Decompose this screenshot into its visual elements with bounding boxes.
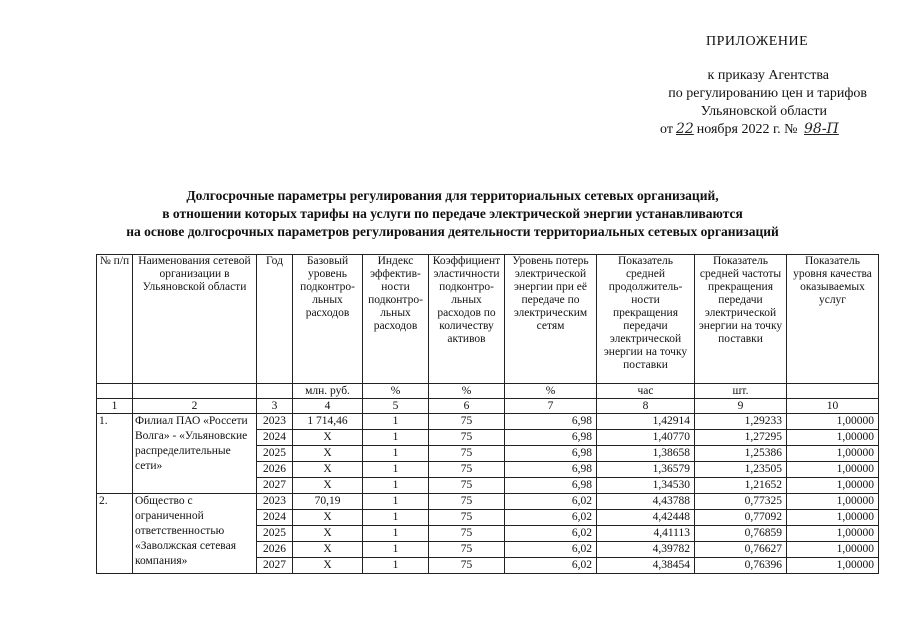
- col-number: 1: [97, 399, 133, 414]
- table-cell: 1,34530: [597, 478, 695, 494]
- unit-cell: [133, 384, 257, 399]
- header-cell: Показатель средней продолжитель-ности прекращения передачи электрической энергии на точку поставки: [597, 255, 695, 384]
- table-cell: 6,02: [505, 526, 597, 542]
- col-number: 8: [597, 399, 695, 414]
- table-cell: 2025: [257, 526, 293, 542]
- table-cell: 2024: [257, 510, 293, 526]
- appendix-title: ПРИЛОЖЕНИЕ: [706, 34, 809, 49]
- table-cell: X: [293, 478, 363, 494]
- table-cell: 1,42914: [597, 414, 695, 430]
- header-cell: Уровень потерь электрической энергии при её передаче по электрическим сетям: [505, 255, 597, 384]
- date-rest: ноября 2022 г. №: [696, 122, 798, 137]
- date-day-handwritten: 22: [675, 121, 694, 137]
- parameters-table: [96, 254, 879, 574]
- table-cell: 1,00000: [787, 414, 879, 430]
- table-cell: X: [293, 462, 363, 478]
- unit-cell: шт.: [695, 384, 787, 399]
- table-cell: 70,19: [293, 494, 363, 510]
- col-number: 3: [257, 399, 293, 414]
- table-cell: 4,39782: [597, 542, 695, 558]
- org-number: 1.: [97, 414, 133, 494]
- table-cell: 1: [363, 558, 429, 574]
- table-cell: 6,02: [505, 510, 597, 526]
- table-cell: X: [293, 510, 363, 526]
- table-cell: 6,98: [505, 462, 597, 478]
- header-cell: Индекс эффектив-ности подконтро-льных расходов: [363, 255, 429, 384]
- org-name: Филиал ПАО «Россети Волга» - «Ульяновские распределительные сети»: [133, 414, 257, 494]
- table-row: [97, 494, 879, 510]
- unit-cell: [257, 384, 293, 399]
- table-cell: 75: [429, 558, 505, 574]
- table-body: [97, 414, 879, 574]
- col-number: 4: [293, 399, 363, 414]
- table-cell: 2023: [257, 494, 293, 510]
- unit-cell: [97, 384, 133, 399]
- table-cell: 1: [363, 510, 429, 526]
- table-cell: 6,98: [505, 446, 597, 462]
- header-cell: Год: [257, 255, 293, 384]
- table-cell: 1: [363, 462, 429, 478]
- col-number: 6: [429, 399, 505, 414]
- order-number-handwritten: 98-П: [804, 121, 839, 137]
- table-cell: 75: [429, 414, 505, 430]
- table-cell: X: [293, 526, 363, 542]
- table-cell: 1 714,46: [293, 414, 363, 430]
- header-row: [97, 255, 879, 384]
- col-number: 5: [363, 399, 429, 414]
- table-cell: 1: [363, 542, 429, 558]
- table-cell: 1,23505: [695, 462, 787, 478]
- unit-cell: млн. руб.: [293, 384, 363, 399]
- table-cell: 2027: [257, 478, 293, 494]
- table-cell: 1: [363, 430, 429, 446]
- appendix-line-order: к приказу Агентства: [707, 68, 829, 83]
- header-cell: Коэффициент эластичности подконтро-льных расходов по количеству активов: [429, 255, 505, 384]
- table-cell: 0,76627: [695, 542, 787, 558]
- table-cell: 1,40770: [597, 430, 695, 446]
- table-cell: 6,98: [505, 430, 597, 446]
- table-cell: 1,00000: [787, 510, 879, 526]
- col-number: 10: [787, 399, 879, 414]
- header-cell: № п/п: [97, 255, 133, 384]
- table-cell: 1: [363, 494, 429, 510]
- table-cell: 75: [429, 494, 505, 510]
- unit-cell: %: [363, 384, 429, 399]
- table-cell: 1,00000: [787, 542, 879, 558]
- table-cell: 0,77092: [695, 510, 787, 526]
- table-cell: 4,38454: [597, 558, 695, 574]
- table-cell: 1,00000: [787, 558, 879, 574]
- header-cell: Показатель уровня качества оказываемых услуг: [787, 255, 879, 384]
- table-cell: 75: [429, 478, 505, 494]
- org-name: Общество с ограниченной ответственностью «Заволжская сетевая компания»: [133, 494, 257, 574]
- unit-cell: %: [429, 384, 505, 399]
- table-cell: X: [293, 430, 363, 446]
- table-cell: 6,98: [505, 478, 597, 494]
- table-cell: X: [293, 446, 363, 462]
- title-line-3: на основе долгосрочных параметров регулирования деятельности территориальных сетевых организаций: [126, 224, 779, 239]
- table-cell: 2027: [257, 558, 293, 574]
- table-cell: 75: [429, 462, 505, 478]
- table-cell: 2026: [257, 542, 293, 558]
- date-prefix: от: [660, 122, 673, 137]
- table-cell: 1,00000: [787, 478, 879, 494]
- table-cell: 0,76859: [695, 526, 787, 542]
- header-cell: Базовый уровень подконтро-льных расходов: [293, 255, 363, 384]
- table-cell: 1,21652: [695, 478, 787, 494]
- table-cell: 1,00000: [787, 446, 879, 462]
- table-cell: 1,00000: [787, 494, 879, 510]
- table-cell: X: [293, 542, 363, 558]
- table-cell: 6,98: [505, 414, 597, 430]
- table-cell: 1,29233: [695, 414, 787, 430]
- table-cell: 75: [429, 430, 505, 446]
- document-title: [0, 187, 905, 241]
- table-cell: 1,27295: [695, 430, 787, 446]
- unit-cell: %: [505, 384, 597, 399]
- table-cell: 6,02: [505, 542, 597, 558]
- table-cell: 1: [363, 478, 429, 494]
- table-cell: 4,43788: [597, 494, 695, 510]
- table-cell: 1,25386: [695, 446, 787, 462]
- table-cell: 0,76396: [695, 558, 787, 574]
- table-cell: 2026: [257, 462, 293, 478]
- appendix-line-date: [660, 121, 842, 138]
- column-numbers-row: [97, 399, 879, 414]
- appendix-line-region: Ульяновской области: [700, 104, 827, 119]
- table-cell: 6,02: [505, 494, 597, 510]
- table-cell: 75: [429, 510, 505, 526]
- table-cell: 0,77325: [695, 494, 787, 510]
- units-row: [97, 384, 879, 399]
- unit-cell: час: [597, 384, 695, 399]
- table-cell: 4,42448: [597, 510, 695, 526]
- table-cell: 1: [363, 446, 429, 462]
- title-line-2: в отношении которых тарифы на услуги по передаче электрической энергии устанавливаются: [162, 206, 743, 221]
- table-cell: 1: [363, 414, 429, 430]
- org-number: 2.: [97, 494, 133, 574]
- col-number: 9: [695, 399, 787, 414]
- table-cell: 1,00000: [787, 526, 879, 542]
- table-cell: 1: [363, 526, 429, 542]
- table-cell: 75: [429, 446, 505, 462]
- table-cell: 1,00000: [787, 462, 879, 478]
- table-cell: 75: [429, 526, 505, 542]
- appendix-line-agency: по регулированию цен и тарифов: [668, 86, 867, 101]
- header-cell: Показатель средней частоты прекращения передачи электрической энергии на точку поставки: [695, 255, 787, 384]
- table-cell: 4,41113: [597, 526, 695, 542]
- title-line-1: Долгосрочные параметры регулирования для территориальных сетевых организаций,: [186, 188, 719, 203]
- col-number: 2: [133, 399, 257, 414]
- table-cell: 2024: [257, 430, 293, 446]
- table-row: [97, 414, 879, 430]
- unit-cell: [787, 384, 879, 399]
- header-cell: Наименования сетевой организации в Ульяновской области: [133, 255, 257, 384]
- col-number: 7: [505, 399, 597, 414]
- table-cell: 1,36579: [597, 462, 695, 478]
- table-cell: 1,00000: [787, 430, 879, 446]
- table-cell: 1,38658: [597, 446, 695, 462]
- table-cell: 6,02: [505, 558, 597, 574]
- table-cell: 2023: [257, 414, 293, 430]
- table-cell: 75: [429, 542, 505, 558]
- table-cell: 2025: [257, 446, 293, 462]
- table-cell: X: [293, 558, 363, 574]
